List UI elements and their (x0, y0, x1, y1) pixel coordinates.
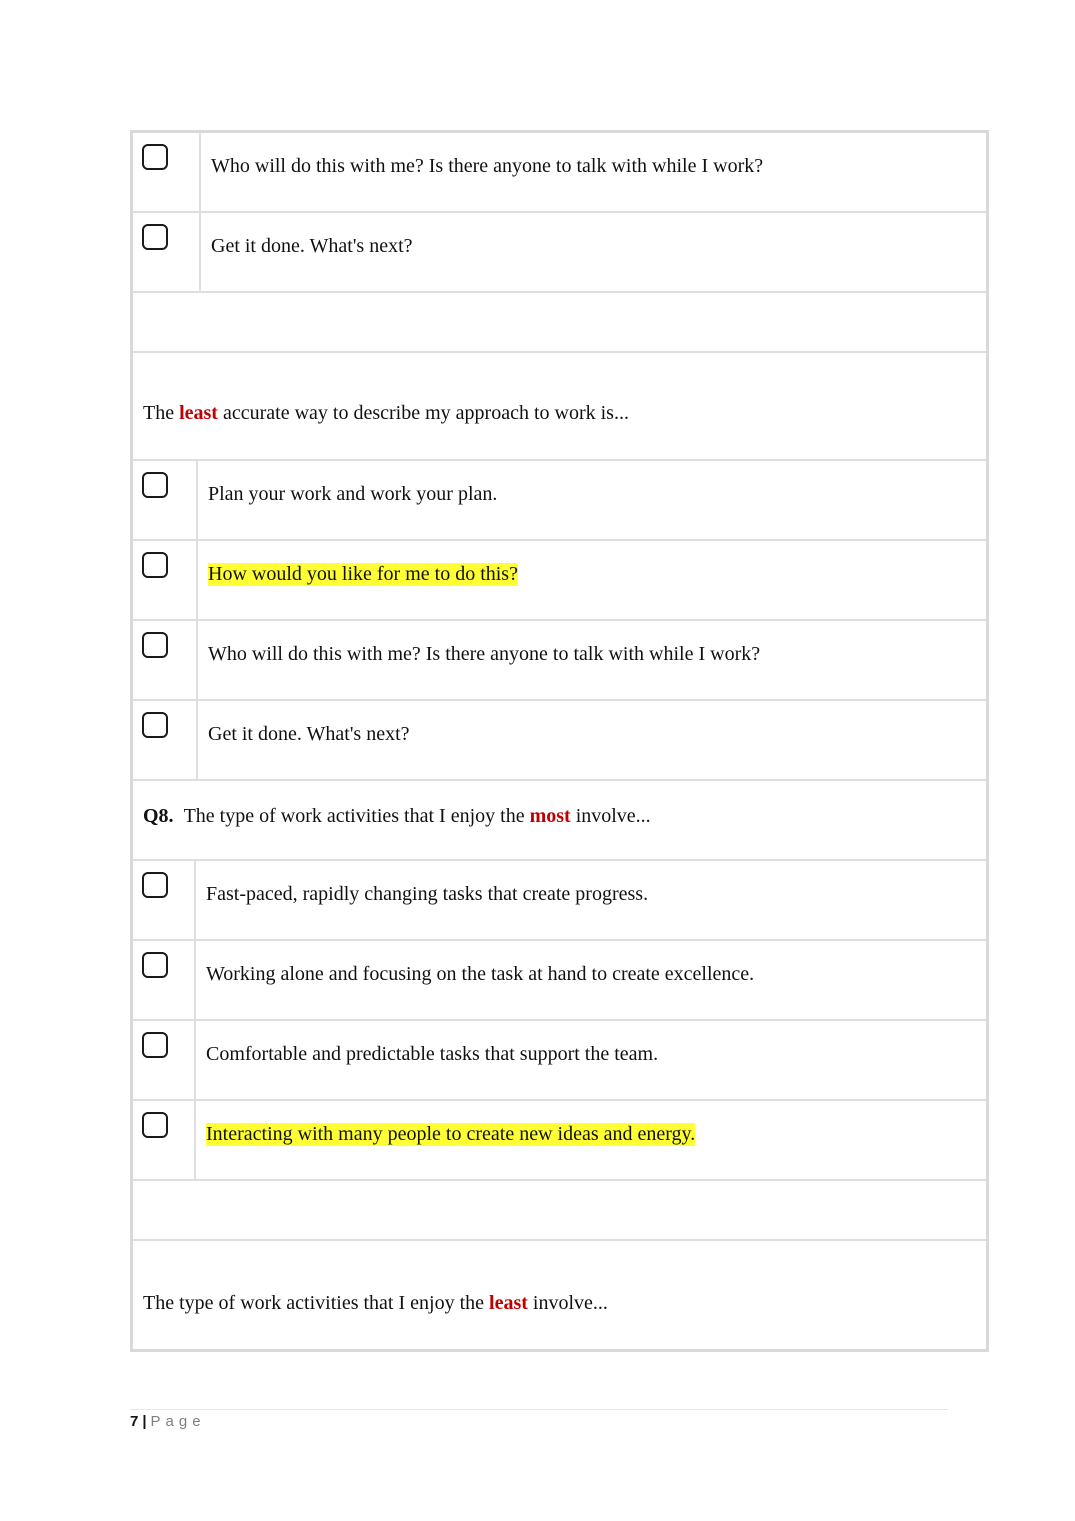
option-row (133, 861, 986, 941)
footer-divider (130, 1409, 948, 1410)
prompt-text: The type of work activities that I enjoy the (143, 1292, 490, 1314)
questionnaire-table (130, 130, 989, 1352)
checkbox-cell (133, 461, 198, 539)
q8-question-row (133, 781, 986, 861)
checkbox-cell (133, 213, 201, 291)
checkbox-cell (133, 1021, 196, 1099)
q8-least-prompt-row (133, 1241, 986, 1349)
option-text (198, 621, 986, 699)
checkbox-cell (133, 1101, 196, 1179)
checkbox-cell (133, 541, 198, 619)
least-prompt-row (133, 353, 986, 461)
q8-question (133, 805, 651, 836)
prompt-text: accurate way to describe my approach to work is... (217, 402, 629, 424)
option-row (133, 1021, 986, 1101)
option-row (133, 701, 986, 781)
option-label: Fast-paced, rapidly changing tasks that create progress. (206, 882, 649, 905)
option-label: Working alone and focusing on the task at hand to create excellence. (206, 962, 755, 985)
checkbox-cell (133, 941, 196, 1019)
option-row (133, 213, 986, 293)
checkbox-cell (133, 621, 198, 699)
option-row (133, 1101, 986, 1181)
option-label: Plan your work and work your plan. (208, 482, 498, 505)
option-text (196, 861, 986, 939)
option-checkbox[interactable] (142, 632, 168, 658)
option-checkbox[interactable] (142, 1112, 168, 1138)
option-label: Get it done. What's next? (211, 234, 413, 257)
option-text (196, 941, 986, 1019)
keyword-least: least (179, 402, 218, 424)
highlighted-option-label: How would you like for me to do this? (208, 562, 518, 585)
option-text (196, 1021, 986, 1099)
option-text (201, 213, 986, 291)
question-number: Q8. (143, 804, 174, 827)
option-label: Who will do this with me? Is there anyone to talk with while I work? (211, 154, 764, 177)
option-checkbox[interactable] (142, 1032, 168, 1058)
option-text (196, 1101, 986, 1179)
prompt-text: The (143, 402, 180, 424)
option-label: Get it done. What's next? (208, 722, 410, 745)
keyword-least: least (489, 1292, 528, 1314)
highlighted-option-label: Interacting with many people to create new ideas and energy. (206, 1122, 696, 1145)
option-row (133, 133, 986, 213)
option-row (133, 941, 986, 1021)
spacer-row (133, 293, 986, 353)
spacer-row (133, 1181, 986, 1241)
keyword-most: most (529, 804, 571, 827)
option-text (198, 701, 986, 779)
prompt-text: involve... (527, 1292, 608, 1314)
page-word: Page (150, 1413, 206, 1430)
option-checkbox[interactable] (142, 552, 168, 578)
least-prompt (133, 402, 629, 459)
question-text: involve... (570, 804, 651, 827)
page-number: 7 (130, 1413, 139, 1430)
option-row (133, 461, 986, 541)
checkbox-cell (133, 861, 196, 939)
option-label: Comfortable and predictable tasks that support the team. (206, 1042, 659, 1065)
page-footer (130, 1413, 206, 1430)
checkbox-cell (133, 701, 198, 779)
option-text (201, 133, 986, 211)
footer-separator: | (142, 1413, 147, 1430)
option-checkbox[interactable] (142, 144, 168, 170)
option-checkbox[interactable] (142, 224, 168, 250)
checkbox-cell (133, 133, 201, 211)
option-checkbox[interactable] (142, 872, 168, 898)
option-row (133, 621, 986, 701)
option-text (198, 541, 986, 619)
option-text (198, 461, 986, 539)
option-checkbox[interactable] (142, 712, 168, 738)
option-row (133, 541, 986, 621)
option-checkbox[interactable] (142, 472, 168, 498)
q8-least-prompt (133, 1292, 608, 1349)
option-label: Who will do this with me? Is there anyone to talk with while I work? (208, 642, 761, 665)
question-text: The type of work activities that I enjoy the (183, 804, 530, 827)
option-checkbox[interactable] (142, 952, 168, 978)
